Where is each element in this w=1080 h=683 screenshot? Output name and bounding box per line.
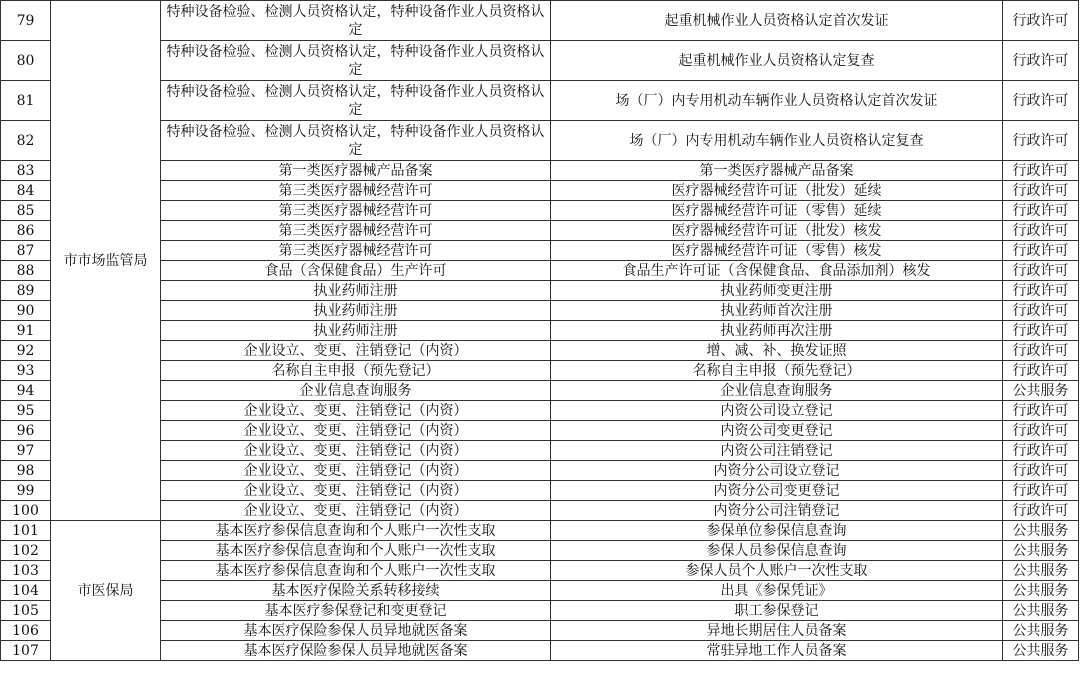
service-item: 第三类医疗器械经营许可 xyxy=(161,221,551,241)
service-subitem: 增、减、补、换发证照 xyxy=(551,341,1003,361)
row-number: 104 xyxy=(1,581,51,601)
service-subitem: 内资公司注销登记 xyxy=(551,441,1003,461)
row-number: 85 xyxy=(1,201,51,221)
service-type: 公共服务 xyxy=(1003,381,1079,401)
service-type: 行政许可 xyxy=(1003,481,1079,501)
service-subitem: 场（厂）内专用机动车辆作业人员资格认定复查 xyxy=(551,121,1003,161)
service-type: 公共服务 xyxy=(1003,541,1079,561)
table-row xyxy=(1,261,1079,281)
row-number: 84 xyxy=(1,181,51,201)
service-subitem: 执业药师再次注册 xyxy=(551,321,1003,341)
service-subitem: 医疗器械经营许可证（零售）延续 xyxy=(551,201,1003,221)
service-item: 基本医疗保险参保人员异地就医备案 xyxy=(161,621,551,641)
table-row xyxy=(1,581,1079,601)
row-number: 91 xyxy=(1,321,51,341)
table-row xyxy=(1,441,1079,461)
service-type: 行政许可 xyxy=(1003,261,1079,281)
row-number: 90 xyxy=(1,301,51,321)
service-subitem: 出具《参保凭证》 xyxy=(551,581,1003,601)
table-row xyxy=(1,481,1079,501)
service-item: 基本医疗参保信息查询和个人账户一次性支取 xyxy=(161,561,551,581)
service-type: 行政许可 xyxy=(1003,501,1079,521)
service-item: 执业药师注册 xyxy=(161,301,551,321)
table-row xyxy=(1,561,1079,581)
department-medical: 市医保局 xyxy=(51,521,161,661)
service-subitem: 名称自主申报（预先登记） xyxy=(551,361,1003,381)
row-number: 93 xyxy=(1,361,51,381)
service-type: 行政许可 xyxy=(1003,161,1079,181)
service-subitem: 内资公司设立登记 xyxy=(551,401,1003,421)
service-item: 第三类医疗器械经营许可 xyxy=(161,241,551,261)
service-subitem: 医疗器械经营许可证（零售）核发 xyxy=(551,241,1003,261)
service-subitem: 企业信息查询服务 xyxy=(551,381,1003,401)
table-row xyxy=(1,521,1079,541)
row-number: 94 xyxy=(1,381,51,401)
service-type: 行政许可 xyxy=(1003,41,1079,81)
table-row xyxy=(1,81,1079,121)
service-subitem: 起重机械作业人员资格认定复查 xyxy=(551,41,1003,81)
service-type: 行政许可 xyxy=(1003,281,1079,301)
service-type: 行政许可 xyxy=(1003,461,1079,481)
table-body xyxy=(1,1,1079,661)
row-number: 83 xyxy=(1,161,51,181)
service-type: 行政许可 xyxy=(1003,121,1079,161)
table-row xyxy=(1,241,1079,261)
service-item: 企业设立、变更、注销登记（内资） xyxy=(161,341,551,361)
service-item: 基本医疗参保信息查询和个人账户一次性支取 xyxy=(161,521,551,541)
service-type: 公共服务 xyxy=(1003,561,1079,581)
row-number: 102 xyxy=(1,541,51,561)
table-row xyxy=(1,461,1079,481)
service-type: 行政许可 xyxy=(1003,201,1079,221)
service-type: 行政许可 xyxy=(1003,441,1079,461)
service-type: 行政许可 xyxy=(1003,361,1079,381)
service-subitem: 场（厂）内专用机动车辆作业人员资格认定首次发证 xyxy=(551,81,1003,121)
service-type: 公共服务 xyxy=(1003,581,1079,601)
service-type: 行政许可 xyxy=(1003,241,1079,261)
service-type: 行政许可 xyxy=(1003,341,1079,361)
service-subitem: 参保人员参保信息查询 xyxy=(551,541,1003,561)
service-item: 第一类医疗器械产品备案 xyxy=(161,161,551,181)
row-number: 86 xyxy=(1,221,51,241)
service-item: 特种设备检验、检测人员资格认定，特种设备作业人员资格认定 xyxy=(161,81,551,121)
table-row xyxy=(1,501,1079,521)
table-row xyxy=(1,221,1079,241)
service-item: 企业设立、变更、注销登记（内资） xyxy=(161,421,551,441)
service-subitem: 参保人员个人账户一次性支取 xyxy=(551,561,1003,581)
service-item: 企业信息查询服务 xyxy=(161,381,551,401)
service-subitem: 内资公司变更登记 xyxy=(551,421,1003,441)
row-number: 92 xyxy=(1,341,51,361)
service-subitem: 常驻异地工作人员备案 xyxy=(551,641,1003,661)
table-row xyxy=(1,361,1079,381)
table-row xyxy=(1,181,1079,201)
service-type: 行政许可 xyxy=(1003,421,1079,441)
service-item: 食品（含保健食品）生产许可 xyxy=(161,261,551,281)
service-item: 基本医疗参保登记和变更登记 xyxy=(161,601,551,621)
service-item: 基本医疗参保信息查询和个人账户一次性支取 xyxy=(161,541,551,561)
row-number: 80 xyxy=(1,41,51,81)
service-item: 第三类医疗器械经营许可 xyxy=(161,181,551,201)
table-row xyxy=(1,281,1079,301)
service-type: 公共服务 xyxy=(1003,641,1079,661)
row-number: 82 xyxy=(1,121,51,161)
service-item: 基本医疗保险关系转移接续 xyxy=(161,581,551,601)
service-subitem: 参保单位参保信息查询 xyxy=(551,521,1003,541)
service-subitem: 执业药师变更注册 xyxy=(551,281,1003,301)
service-subitem: 职工参保登记 xyxy=(551,601,1003,621)
service-subitem: 执业药师首次注册 xyxy=(551,301,1003,321)
service-type: 行政许可 xyxy=(1003,321,1079,341)
service-subitem: 内资分公司注销登记 xyxy=(551,501,1003,521)
service-item: 特种设备检验、检测人员资格认定，特种设备作业人员资格认定 xyxy=(161,41,551,81)
table-row xyxy=(1,421,1079,441)
table-row xyxy=(1,201,1079,221)
service-type: 行政许可 xyxy=(1003,181,1079,201)
row-number: 101 xyxy=(1,521,51,541)
service-item: 名称自主申报（预先登记） xyxy=(161,361,551,381)
table-row xyxy=(1,541,1079,561)
service-subitem: 内资分公司设立登记 xyxy=(551,461,1003,481)
row-number: 107 xyxy=(1,641,51,661)
department-market: 市市场监管局 xyxy=(51,1,161,521)
service-item: 企业设立、变更、注销登记（内资） xyxy=(161,401,551,421)
row-number: 106 xyxy=(1,621,51,641)
row-number: 100 xyxy=(1,501,51,521)
service-type: 行政许可 xyxy=(1003,81,1079,121)
row-number: 97 xyxy=(1,441,51,461)
service-item: 特种设备检验、检测人员资格认定，特种设备作业人员资格认定 xyxy=(161,1,551,41)
service-item: 企业设立、变更、注销登记（内资） xyxy=(161,461,551,481)
row-number: 81 xyxy=(1,81,51,121)
service-type: 行政许可 xyxy=(1003,1,1079,41)
table-row xyxy=(1,641,1079,661)
service-subitem: 医疗器械经营许可证（批发）核发 xyxy=(551,221,1003,241)
service-type: 行政许可 xyxy=(1003,401,1079,421)
table-row xyxy=(1,121,1079,161)
service-item: 基本医疗保险参保人员异地就医备案 xyxy=(161,641,551,661)
table-row xyxy=(1,621,1079,641)
row-number: 88 xyxy=(1,261,51,281)
service-type: 公共服务 xyxy=(1003,601,1079,621)
table-row xyxy=(1,161,1079,181)
table-row xyxy=(1,381,1079,401)
row-number: 103 xyxy=(1,561,51,581)
table-row xyxy=(1,301,1079,321)
service-type: 行政许可 xyxy=(1003,301,1079,321)
row-number: 95 xyxy=(1,401,51,421)
service-item: 第三类医疗器械经营许可 xyxy=(161,201,551,221)
row-number: 89 xyxy=(1,281,51,301)
row-number: 96 xyxy=(1,421,51,441)
service-subitem: 异地长期居住人员备案 xyxy=(551,621,1003,641)
service-item: 执业药师注册 xyxy=(161,281,551,301)
service-item: 执业药师注册 xyxy=(161,321,551,341)
service-item: 企业设立、变更、注销登记（内资） xyxy=(161,501,551,521)
table-row xyxy=(1,41,1079,81)
row-number: 98 xyxy=(1,461,51,481)
service-subitem: 起重机械作业人员资格认定首次发证 xyxy=(551,1,1003,41)
row-number: 87 xyxy=(1,241,51,261)
row-number: 79 xyxy=(1,1,51,41)
service-item: 特种设备检验、检测人员资格认定，特种设备作业人员资格认定 xyxy=(161,121,551,161)
row-number: 99 xyxy=(1,481,51,501)
table-row xyxy=(1,401,1079,421)
service-subitem: 食品生产许可证（含保健食品、食品添加剂）核发 xyxy=(551,261,1003,281)
service-type: 行政许可 xyxy=(1003,221,1079,241)
service-item: 企业设立、变更、注销登记（内资） xyxy=(161,481,551,501)
row-number: 105 xyxy=(1,601,51,621)
service-type: 公共服务 xyxy=(1003,521,1079,541)
service-subitem: 医疗器械经营许可证（批发）延续 xyxy=(551,181,1003,201)
service-item: 企业设立、变更、注销登记（内资） xyxy=(161,441,551,461)
table-row xyxy=(1,1,1079,41)
service-subitem: 内资分公司变更登记 xyxy=(551,481,1003,501)
table-row xyxy=(1,341,1079,361)
service-type: 公共服务 xyxy=(1003,621,1079,641)
table-row xyxy=(1,601,1079,621)
table-row xyxy=(1,321,1079,341)
service-subitem: 第一类医疗器械产品备案 xyxy=(551,161,1003,181)
